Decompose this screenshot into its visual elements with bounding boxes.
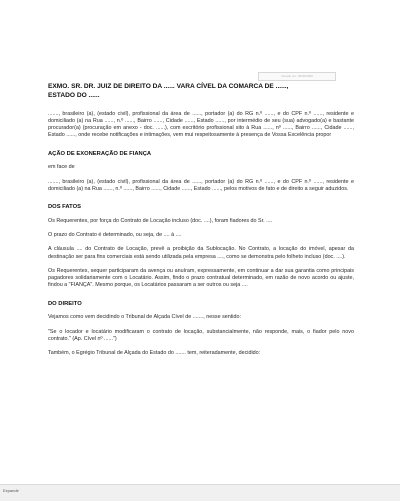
document-stamp: Gerado em: 00/00/0000 <box>258 72 336 81</box>
facts-paragraph-1: Os Requerentes, por força do Contrato de Locação incluso (doc. ....), foram fiadores do Sr. .... <box>48 217 273 224</box>
document-body <box>48 83 354 364</box>
title-line-1: EXMO. SR. DR. JUIZ DE DIREITO DA ...... VARA CÍVEL DA COMARCA DE ......, <box>48 83 289 90</box>
defendant-paragraph: ......., brasileiro (a), (estado civil), profissional da área de ......, portador (a) do RG n.º ......, e do CPF n.º ......, residente e domiciliado (a) na Rua ......, n.º ......, Bairro ......, Cidade ......, Estado ......, pelos motivos de fato e de direito a seguir aduzidos. <box>48 178 354 192</box>
against-text: em face de <box>48 164 75 171</box>
law-paragraph-1: Vejamos como vem decidindo o Tribunal de Alçada Cível de ......., nesse sentido: <box>48 314 241 321</box>
law-quote: "Se o locador e locatário modificaram o contrato de locação, substancialmente, não responde, mais, o fiador pelo novo contrato." (Ap. Cível nº ......") <box>48 328 354 342</box>
expand-link[interactable]: Expandir <box>3 488 19 493</box>
intro-paragraph: ......., brasileiro (a), (estado civil), profissional da área de ......, portador (a) do RG n.º ......, e do CPF n.º ......, residente e domiciliado (a) na Rua ......, n.º ......, Bairro ......, Cidade ......, Estado ......, por intermédio de seu (sua) advogado(a) e bastante procurador(a) (procuração em anexo - doc. ......), com escritório profissional sito à Rua ......, nº ......, Bairro ......, Cidade ......, Estado ......, onde recebe notificações e intimações, vem mui respeitosamente à presença de Vossa Excelência propor <box>48 110 354 139</box>
law-paragraph-3: Também, o Egrégio Tribunal de Alçada do Estado do ....... tem, reiteradamente, decidido: <box>48 350 261 357</box>
footer-bar <box>0 484 400 501</box>
facts-paragraph-4: Os Requerentes, sequer participaram da avença ou anuíram, expressamente, em continuar a dar sua garantia como principais pagadores solidariamente com o Locatário. Assim, findo o prazo contratual determinado, em razão de novo acordo ou ajuste, findou a "FIANÇA". Mesmo porque, os Locatários passaram a ser outros ou seja .... <box>48 267 354 289</box>
facts-paragraph-2: O prazo do Contrato é determinado, ou seja, de .... à .... <box>48 231 182 238</box>
document-title <box>48 83 354 101</box>
facts-heading: DOS FATOS <box>48 204 81 211</box>
facts-paragraph-3: A cláusula .... do Contrato de Locação, prevê a proibição da Sublocação. No Contrato, a locação do imóvel, apesar da destinação ser para fins comerciais está sendo utilizada pela empresa ...., como se demonstra pelo folheto incluso (doc. ....). <box>48 246 354 260</box>
law-heading: DO DIREITO <box>48 300 82 307</box>
action-title: AÇÃO DE EXONERAÇÃO DE FIANÇA <box>48 150 152 157</box>
title-line-2: ESTADO DO ...... <box>48 91 100 99</box>
